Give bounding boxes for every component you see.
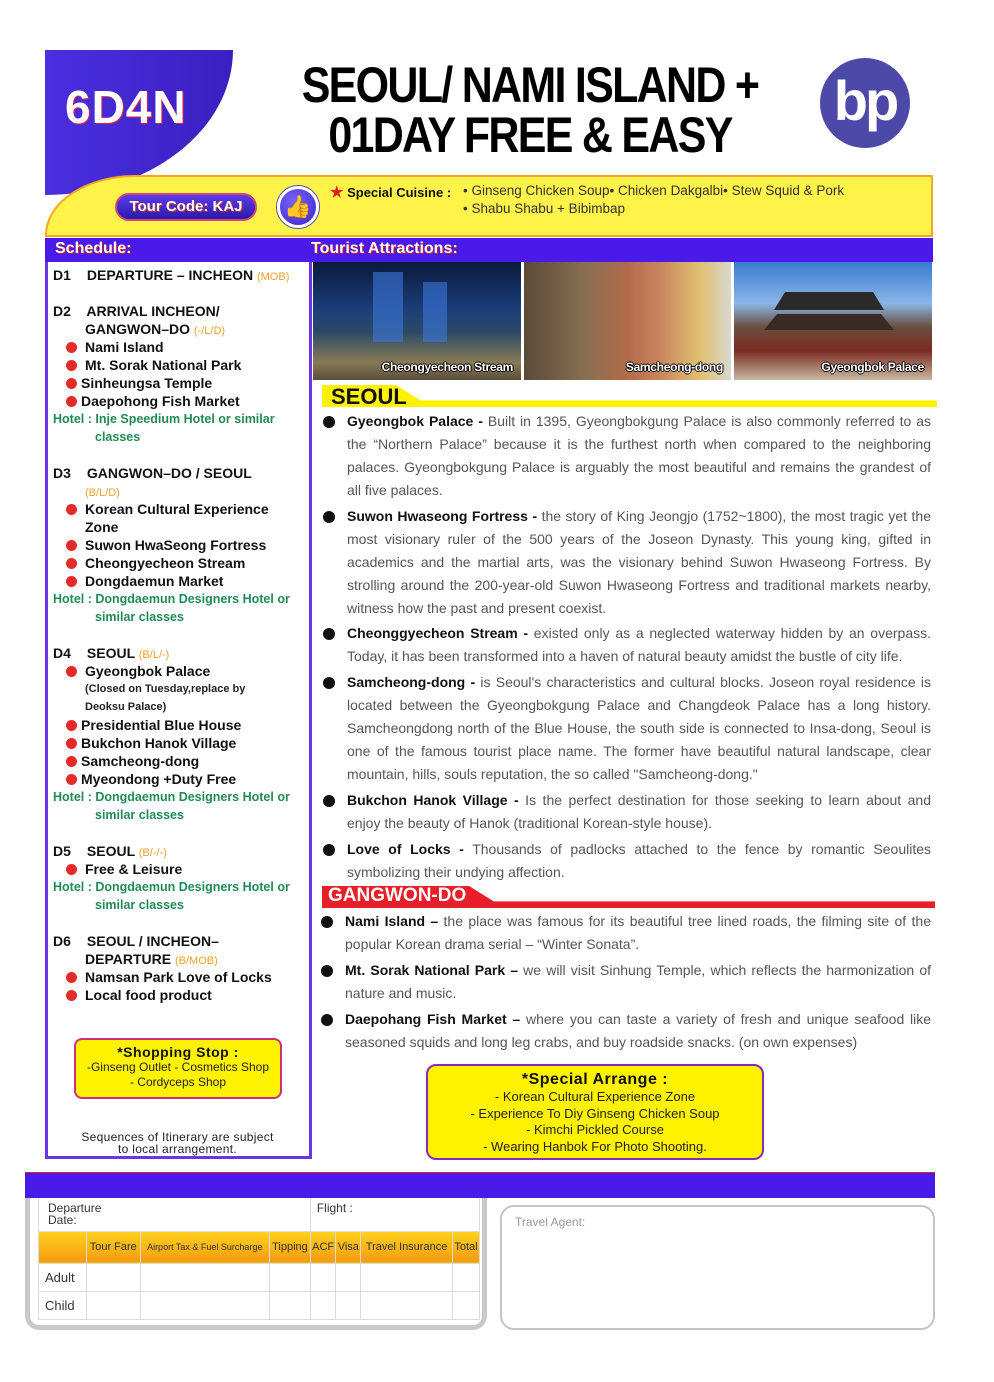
fare-cell[interactable]: [361, 1291, 453, 1319]
title-line-1: SEOUL/ NAMI ISLAND +: [301, 57, 759, 113]
item-text: Namsan Park Love of Locks: [85, 969, 272, 985]
bullet-icon: [66, 774, 77, 785]
day-number: D4: [53, 645, 71, 661]
day-4-heading: [53, 644, 169, 664]
departure-label: Departure Date:: [48, 1201, 102, 1227]
photo-caption: Samcheong-dong: [625, 360, 723, 374]
bullet-icon: [323, 416, 335, 428]
photo-cheongyecheon: [313, 262, 521, 380]
shopping-stop-box: [74, 1038, 282, 1099]
bullet-icon: [66, 396, 77, 407]
list-item: [66, 770, 236, 788]
attraction-name: Suwon Hwaseong Fortress -: [347, 508, 538, 524]
list-item: [66, 716, 241, 734]
fare-table-panel: [25, 1198, 487, 1330]
attraction-item: [347, 622, 931, 668]
meal-plan: (B/L/-): [138, 649, 170, 661]
bp-logo: bp: [820, 58, 910, 148]
day-title: SEOUL: [86, 843, 135, 859]
attraction-name: Gyeongbok Palace -: [347, 413, 483, 429]
bullet-icon: [66, 540, 77, 551]
attraction-name: Love of Locks -: [347, 841, 464, 857]
special-arrange-line: - Experience To Diy Ginseng Chicken Soup: [470, 1105, 720, 1121]
hotel-text: Hotel : Dongdaemun Designers Hotel or: [53, 790, 290, 804]
fare-cell[interactable]: [336, 1291, 361, 1319]
fare-cell[interactable]: [87, 1263, 141, 1291]
fare-cell[interactable]: [452, 1291, 479, 1319]
item-text: Sinheungsa Temple: [81, 375, 213, 391]
row-label: Child: [39, 1291, 87, 1319]
bullet-icon: [66, 342, 77, 353]
photo-gyeongbok-palace: [734, 262, 932, 380]
attraction-desc: existed only as a neglected waterway hidden by an overpass. Today, it has been transformed into a haven of natural beauty amidst the bustle of city life.: [347, 625, 931, 664]
duration-badge: [45, 50, 233, 195]
table-header-row: [39, 1231, 480, 1263]
shopping-line: -Ginseng Outlet - Cosmetics Shop: [86, 1060, 270, 1074]
bullet-icon: [66, 558, 77, 569]
column-header: Tour Fare: [87, 1231, 141, 1263]
day-2-heading-cont: [85, 320, 225, 340]
tour-code-badge: Tour Code: KAJ: [115, 193, 257, 221]
attraction-name: Samcheong-dong -: [347, 674, 476, 690]
footer-bar: [25, 1172, 935, 1198]
flight-field[interactable]: [310, 1198, 479, 1231]
hotel-text-cont: classes: [95, 430, 141, 444]
attraction-item: [347, 505, 931, 620]
list-item: [66, 356, 241, 374]
page-title: [289, 57, 771, 163]
list-item: [66, 734, 236, 752]
disclaimer-line: to local arrangement.: [117, 1142, 238, 1156]
special-arrange-line: - Wearing Hanbok For Photo Shooting.: [483, 1138, 707, 1154]
bullet-icon: [66, 378, 77, 389]
hotel-text-cont: similar classes: [95, 898, 184, 912]
item-text: Local food product: [85, 987, 212, 1003]
attractions-heading: Tourist Attractions:: [311, 240, 458, 257]
star-icon: ★: [330, 184, 344, 201]
bullet-icon: [323, 628, 335, 640]
hotel-text: Hotel : Inje Speedium Hotel or similar: [53, 412, 275, 426]
attraction-item: [345, 959, 931, 1005]
attraction-desc: Is the perfect destination for those seeking to learn about and enjoy the beauty of Hanok (traditional Korean-style house).: [347, 792, 931, 831]
list-item: [66, 968, 272, 986]
item-text: Zone: [85, 519, 119, 535]
meal-plan: (B/-/-): [138, 847, 167, 859]
meal-plan: (MOB): [256, 271, 290, 283]
photo-caption: Cheongyecheon Stream: [381, 360, 513, 374]
table-row: [39, 1263, 480, 1291]
hotel-info: [53, 410, 275, 446]
duration-text: 6D4N: [65, 81, 187, 133]
day-title: ARRIVAL INCHEON/: [86, 303, 220, 319]
meal-plan: (-/L/D): [193, 325, 226, 337]
fare-cell[interactable]: [361, 1263, 453, 1291]
attraction-name: Cheonggyecheon Stream -: [347, 625, 529, 641]
attraction-name: Bukchon Hanok Village -: [347, 792, 519, 808]
day-5-heading: [53, 842, 167, 862]
photo-detail: [423, 282, 447, 342]
list-item: [66, 338, 164, 356]
fare-cell[interactable]: [270, 1291, 311, 1319]
day-title: SEOUL / INCHEON–: [86, 933, 219, 949]
list-item: [66, 392, 240, 410]
item-text: Bukchon Hanok Village: [81, 735, 237, 751]
seoul-heading: SEOUL: [331, 384, 407, 409]
day-1-heading: [53, 266, 289, 286]
fare-table: [38, 1198, 480, 1320]
bullet-icon: [66, 666, 77, 677]
bullet-icon: [323, 677, 335, 689]
cuisine-label-text: Special Cuisine :: [347, 185, 452, 200]
bullet-icon: [66, 864, 77, 875]
list-item: [66, 536, 266, 554]
item-text: Korean Cultural Experience: [85, 501, 269, 517]
item-text: Daepohong Fish Market: [81, 393, 240, 409]
closure-note: [85, 680, 245, 698]
day-number: D3: [53, 465, 71, 481]
list-item: [66, 860, 182, 878]
bullet-icon: [66, 990, 77, 1001]
day-title: DEPARTURE – INCHEON: [86, 267, 254, 283]
item-text: Samcheong-dong: [81, 753, 200, 769]
note-text: Deoksu Palace): [85, 701, 167, 713]
bullet-icon: [323, 511, 335, 523]
bullet-icon: [321, 916, 333, 928]
row-label: Adult: [39, 1263, 87, 1291]
special-arrange-box: [426, 1064, 764, 1160]
shopping-line: - Cordyceps Shop: [129, 1075, 227, 1089]
bullet-icon: [66, 738, 77, 749]
fare-cell[interactable]: [452, 1263, 479, 1291]
disclaimer-line: Sequences of Itinerary are subject: [81, 1130, 274, 1144]
list-item: [66, 572, 223, 590]
departure-row: [39, 1198, 480, 1231]
title-line-2: 01DAY FREE & EASY: [328, 107, 732, 163]
gangwon-heading: GANGWON-DO: [328, 885, 467, 906]
item-text: Cheongyecheon Stream: [85, 555, 246, 571]
attraction-item: [345, 1008, 931, 1054]
attraction-desc: the story of King Jeongjo (1752~1800), the most tragic yet the most visionary ruler of the 500 years of the Joseon Dynasty. This young king, gifted in academics and the martial arts, was the visionary behind Suwon Hwaseong Fortress. By strolling around the 200-year-old Suwon Hwaseong Fortress and traditional markets nearby, witness how the past and present coexist.: [347, 508, 931, 616]
meal-plan: (B/L/D): [85, 487, 120, 499]
hotel-text: Hotel : Dongdaemun Designers Hotel or: [53, 592, 290, 606]
fare-cell[interactable]: [310, 1291, 336, 1319]
day-6-heading-cont: [85, 950, 218, 970]
column-header: [39, 1231, 87, 1263]
list-item: [66, 986, 212, 1004]
flight-label: Flight :: [316, 1201, 353, 1215]
attraction-desc: we will visit Sinhung Temple, which reflects the harmonization of nature and music.: [345, 962, 931, 1001]
special-cuisine-label: [330, 183, 451, 201]
section-header-bar: [45, 238, 933, 262]
special-arrange-line: - Kimchi Pickled Course: [526, 1122, 664, 1137]
fare-cell[interactable]: [310, 1263, 336, 1291]
fare-cell[interactable]: [140, 1263, 270, 1291]
bullet-icon: [323, 795, 335, 807]
column-header: Travel Insurance: [361, 1231, 453, 1263]
item-text: Nami Island: [85, 339, 164, 355]
special-arrange-title: *Special Arrange :: [521, 1071, 669, 1088]
fare-cell[interactable]: [140, 1291, 270, 1319]
attraction-name: Nami Island –: [345, 913, 439, 929]
day-3-heading: [53, 464, 252, 482]
thumbs-up-icon: 👍: [277, 186, 319, 228]
bullet-icon: [66, 576, 77, 587]
hotel-info: [53, 878, 290, 914]
column-header: Total: [452, 1231, 479, 1263]
itinerary-disclaimer: [60, 1131, 295, 1155]
item-text: Dongdaemun Market: [85, 573, 224, 589]
day-3-meal: [85, 482, 120, 502]
photo-detail: [373, 272, 403, 342]
shopping-title: *Shopping Stop :: [117, 1044, 239, 1060]
seoul-heading-band: [322, 385, 937, 407]
photo-caption: Gyeongbok Palace: [821, 360, 924, 374]
attraction-item: [347, 789, 931, 835]
meal-plan: (B/MOB): [174, 955, 218, 967]
day-number: D2: [53, 303, 71, 319]
item-text: Suwon HwaSeong Fortress: [85, 537, 267, 553]
hotel-text-cont: similar classes: [95, 808, 184, 822]
list-item: [66, 554, 245, 572]
day-title: SEOUL: [86, 645, 135, 661]
special-arrange-line: - Korean Cultural Experience Zone: [494, 1089, 696, 1104]
day-number: D5: [53, 843, 71, 859]
item-text: Gyeongbok Palace: [85, 663, 211, 679]
day-number: D6: [53, 933, 71, 949]
photo-detail: [764, 314, 894, 330]
attraction-item: [347, 838, 931, 884]
closure-note-cont: [85, 698, 166, 716]
day-2-heading: [53, 302, 220, 320]
schedule-heading: Schedule:: [55, 240, 132, 257]
attraction-name: Mt. Sorak National Park –: [345, 962, 519, 978]
note-text: (Closed on Tuesday,replace by: [85, 683, 246, 695]
fare-cell[interactable]: [336, 1263, 361, 1291]
hotel-text-cont: similar classes: [95, 610, 184, 624]
column-header: Tipping: [270, 1231, 311, 1263]
attraction-desc: where you can taste a variety of fresh and unique seafood like seasoned squids and long leg crabs, and buy roadside snacks. (on own expenses): [345, 1011, 931, 1050]
day-title: GANGWON–DO: [85, 321, 190, 337]
list-item: [66, 500, 269, 518]
cuisine-list-line-1: • Ginseng Chicken Soup• Chicken Dakgalbi• Stew Squid & Pork: [463, 183, 845, 198]
bullet-icon: [66, 756, 77, 767]
list-item-cont: [85, 518, 118, 536]
photo-detail: [774, 292, 884, 310]
hotel-info: [53, 590, 290, 626]
attraction-desc: the place was famous for its beautiful tree lined roads, the filming site of the popular Korean drama serial – “Winter Sonata”.: [345, 913, 931, 952]
item-text: Free & Leisure: [85, 861, 183, 877]
attraction-name: Daepohang Fish Market –: [345, 1011, 521, 1027]
column-header: Airport Tax & Fuel Surcharge: [140, 1231, 270, 1263]
hotel-info: [53, 788, 290, 824]
bullet-icon: [66, 720, 77, 731]
attraction-desc: Thousands of padlocks attached to the fence by romantic Seoulites symbolizing their undying affection.: [347, 841, 932, 880]
item-text: Myeondong +Duty Free: [81, 771, 237, 787]
bullet-icon: [323, 844, 335, 856]
attraction-item: [347, 410, 931, 502]
column-header: ACF: [310, 1231, 336, 1263]
cuisine-list-line-2: • Shabu Shabu + Bibimbap: [463, 201, 625, 216]
list-item: [66, 374, 212, 392]
item-text: Presidential Blue House: [81, 717, 242, 733]
departure-date-field[interactable]: [39, 1198, 311, 1231]
list-item: [66, 752, 199, 770]
bullet-icon: [321, 1014, 333, 1026]
day-6-heading: [53, 932, 219, 950]
day-title: GANGWON–DO / SEOUL: [86, 465, 252, 481]
photo-samcheong-dong: [524, 262, 731, 380]
schedule-panel: [45, 262, 312, 1159]
travel-agent-label: Travel Agent:: [515, 1215, 586, 1229]
travel-agent-box[interactable]: [500, 1205, 935, 1330]
attraction-item: [345, 910, 931, 956]
bullet-icon: [66, 972, 77, 983]
bullet-icon: [321, 965, 333, 977]
list-item: [66, 662, 210, 680]
bullet-icon: [66, 360, 77, 371]
item-text: Mt. Sorak National Park: [85, 357, 242, 373]
hotel-text: Hotel : Dongdaemun Designers Hotel or: [53, 880, 290, 894]
attraction-desc: Built in 1395, Gyeongbokgung Palace is also commonly referred to as the “Northern Palace” because it is the furthest north when compared to the neighboring palaces. Gyeongbokgung Palace is arguably the most beautiful and remains the grandest of all five palaces.: [347, 413, 932, 498]
table-row: [39, 1291, 480, 1319]
attraction-item: [347, 671, 931, 786]
bullet-icon: [66, 504, 77, 515]
fare-cell[interactable]: [87, 1291, 141, 1319]
attraction-desc: is Seoul's characteristics and cultural blocks. Joseon royal residence is located between the Gyeongbokgung Palace and Changdeok Palace has a long history. Samcheongdong north of the Blue House, the south side is connected to Insa-dong, Seoul is one of the famous tourist place name. The former have beautiful natural landscape, clear mountain, hills, souls reputation, the so called "Samcheong-dong.": [347, 674, 931, 782]
fare-cell[interactable]: [270, 1263, 311, 1291]
day-title: DEPARTURE: [85, 951, 172, 967]
day-number: D1: [53, 267, 71, 283]
column-header: Visa: [336, 1231, 361, 1263]
